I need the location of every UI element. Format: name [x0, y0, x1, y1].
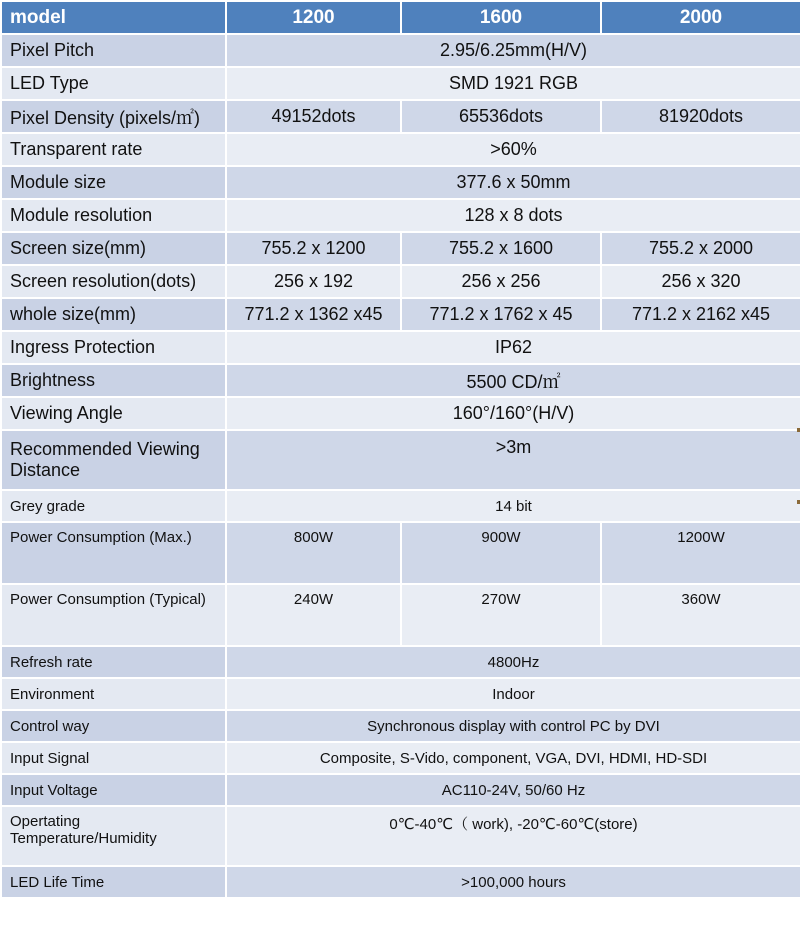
table-row: [1, 522, 800, 584]
row-label: Ingress Protection: [1, 331, 226, 364]
row-label: Environment: [1, 678, 226, 710]
row-value: 2.95/6.25mm(H/V): [226, 34, 800, 67]
row-value: >60%: [226, 133, 800, 166]
row-label: Screen resolution(dots): [1, 265, 226, 298]
row-label: Input Signal: [1, 742, 226, 774]
row-value: 4800Hz: [226, 646, 800, 678]
table-row: [1, 806, 800, 866]
row-value-1200: 800W: [226, 522, 401, 584]
row-label: Pixel Density (pixels/㎡): [1, 100, 226, 133]
row-label: Grey grade: [1, 490, 226, 522]
row-value-2000: 256 x 320: [601, 265, 800, 298]
table-row: [1, 646, 800, 678]
table-row: [1, 430, 800, 490]
row-value: 128 x 8 dots: [226, 199, 800, 232]
row-value: >3m: [226, 430, 800, 490]
row-value-1200: 240W: [226, 584, 401, 646]
table-row: [1, 67, 800, 100]
table-row: [1, 490, 800, 522]
row-value: >100,000 hours: [226, 866, 800, 898]
row-value-1200: 49152dots: [226, 100, 401, 133]
row-label: Pixel Pitch: [1, 34, 226, 67]
row-label: Power Consumption (Max.): [1, 522, 226, 584]
row-value-1600: 771.2 x 1762 x 45: [401, 298, 601, 331]
row-value: Synchronous display with control PC by DVI: [226, 710, 800, 742]
table-row: [1, 774, 800, 806]
row-value-1600: 755.2 x 1600: [401, 232, 601, 265]
table-row: [1, 364, 800, 397]
row-value-1200: 771.2 x 1362 x45: [226, 298, 401, 331]
row-value: 5500 CD/㎡: [226, 364, 800, 397]
row-label: Module size: [1, 166, 226, 199]
row-label: Input Voltage: [1, 774, 226, 806]
header-col-1600: 1600: [401, 1, 601, 34]
row-label: Module resolution: [1, 199, 226, 232]
table-row: [1, 166, 800, 199]
row-label: Viewing Angle: [1, 397, 226, 430]
row-label: Transparent rate: [1, 133, 226, 166]
table-row: [1, 232, 800, 265]
row-label: Control way: [1, 710, 226, 742]
row-label: Brightness: [1, 364, 226, 397]
table-row: [1, 331, 800, 364]
row-label: Power Consumption (Typical): [1, 584, 226, 646]
table-row: [1, 584, 800, 646]
table-row: [1, 710, 800, 742]
header-model-label: model: [1, 1, 226, 34]
row-label: Opertating Temperature/Humidity: [1, 806, 226, 866]
table-header-row: [1, 1, 800, 34]
row-value-1600: 65536dots: [401, 100, 601, 133]
row-value-2000: 1200W: [601, 522, 800, 584]
table-row: [1, 397, 800, 430]
row-value: AC110-24V, 50/60 Hz: [226, 774, 800, 806]
row-value: Composite, S-Vido, component, VGA, DVI, HDMI, HD-SDI: [226, 742, 800, 774]
table-row: [1, 34, 800, 67]
row-label: whole size(mm): [1, 298, 226, 331]
row-label: LED Life Time: [1, 866, 226, 898]
row-label: Screen size(mm): [1, 232, 226, 265]
row-label: LED Type: [1, 67, 226, 100]
row-value: 0℃-40℃（ work), -20℃-60℃(store): [226, 806, 800, 866]
row-value-2000: 81920dots: [601, 100, 800, 133]
row-value: Indoor: [226, 678, 800, 710]
row-value-2000: 360W: [601, 584, 800, 646]
row-value: 377.6 x 50mm: [226, 166, 800, 199]
row-value-1600: 256 x 256: [401, 265, 601, 298]
row-value: SMD 1921 RGB: [226, 67, 800, 100]
table-row: [1, 678, 800, 710]
table-row: [1, 742, 800, 774]
table-row: [1, 100, 800, 133]
header-col-2000: 2000: [601, 1, 800, 34]
row-value-1200: 755.2 x 1200: [226, 232, 401, 265]
table-row: [1, 199, 800, 232]
row-value-1600: 270W: [401, 584, 601, 646]
row-value-1600: 900W: [401, 522, 601, 584]
table-row: [1, 133, 800, 166]
header-col-1200: 1200: [226, 1, 401, 34]
row-value: IP62: [226, 331, 800, 364]
row-label: Recommended Viewing Distance: [1, 430, 226, 490]
table-row: [1, 265, 800, 298]
row-value: 160°/160°(H/V): [226, 397, 800, 430]
row-value-2000: 755.2 x 2000: [601, 232, 800, 265]
row-label: Refresh rate: [1, 646, 226, 678]
row-value: 14 bit: [226, 490, 800, 522]
row-value-1200: 256 x 192: [226, 265, 401, 298]
row-value-2000: 771.2 x 2162 x45: [601, 298, 800, 331]
table-row: [1, 866, 800, 898]
table-row: [1, 298, 800, 331]
